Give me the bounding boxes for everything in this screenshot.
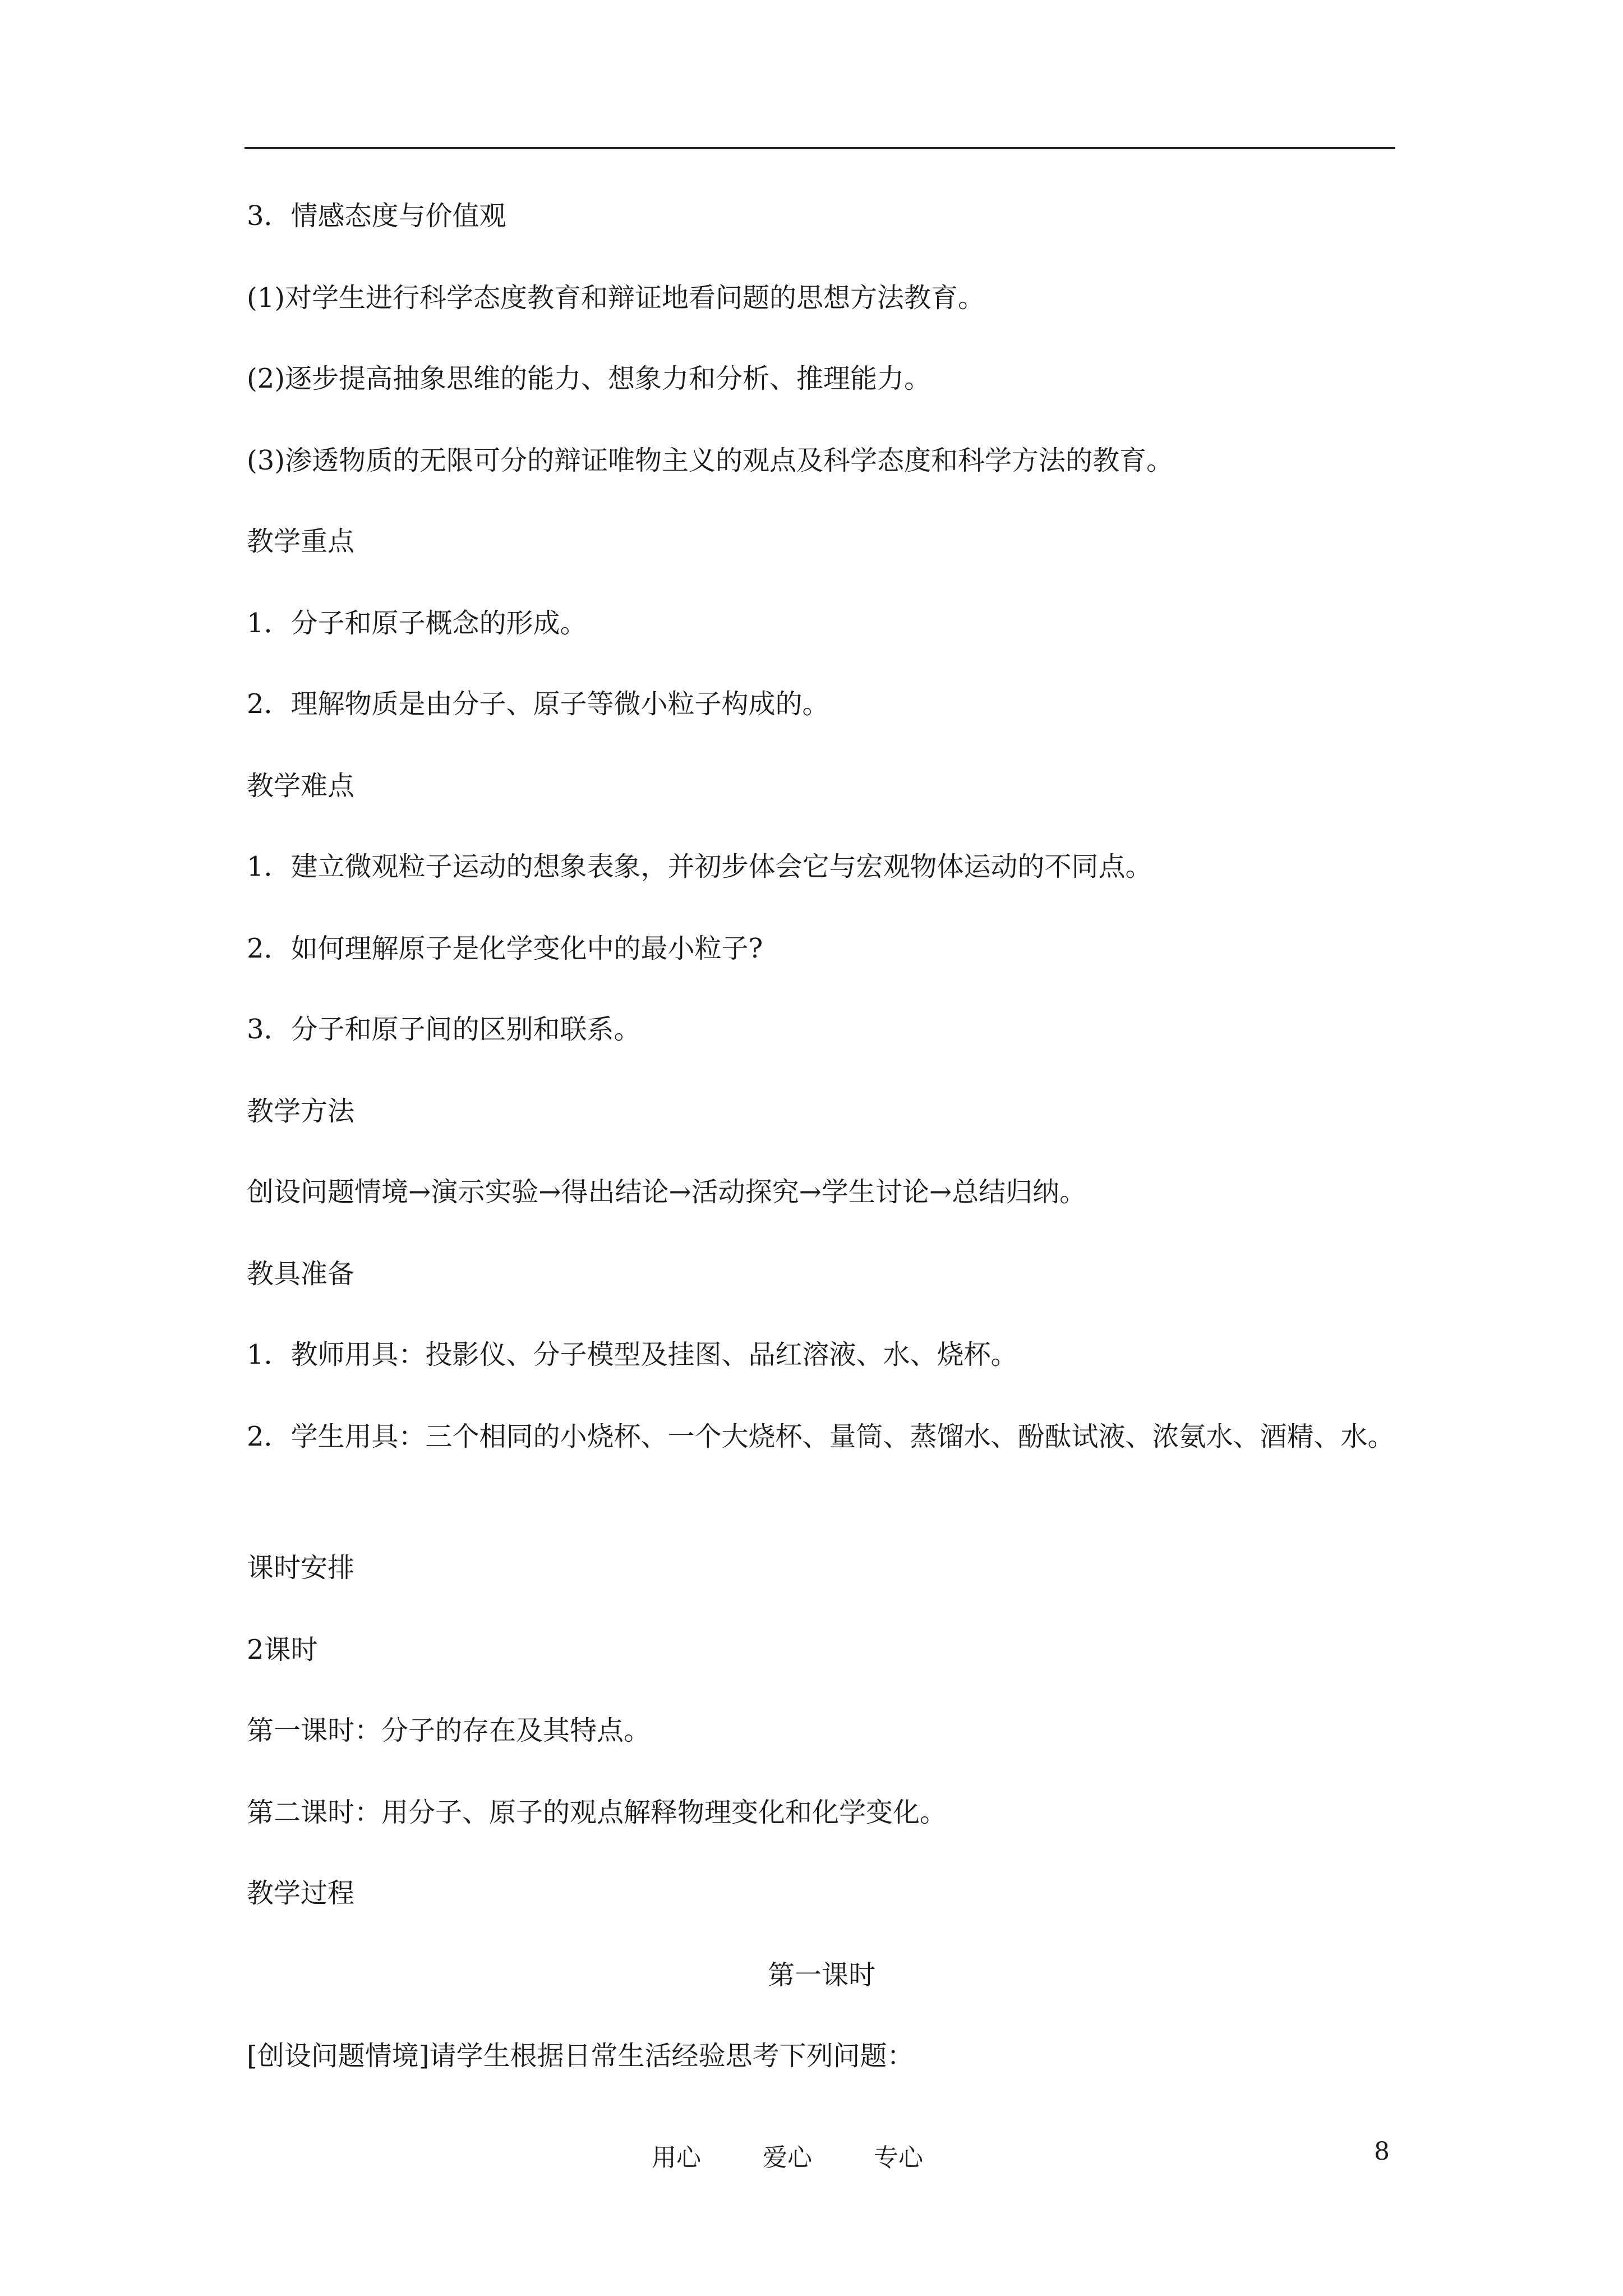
lesson-title: 第一课时 (767, 1959, 875, 1991)
objective-item: (2)逐步提高抽象思维的能力、想象力和分析、推理能力。 (247, 363, 931, 394)
page-number: 8 (1374, 2137, 1390, 2166)
section-heading-process: 教学过程 (247, 1878, 355, 1909)
schedule-item: 第一课时：分子的存在及其特点。 (247, 1715, 651, 1746)
key-point-item: 1．分子和原子概念的形成。 (247, 608, 587, 639)
key-point-item: 2．理解物质是由分子、原子等微小粒子构成的。 (247, 688, 829, 720)
schedule-item: 第二课时：用分子、原子的观点解释物理变化和化学变化。 (247, 1797, 947, 1828)
difficulty-item: 3．分子和原子间的区别和联系。 (247, 1014, 641, 1045)
materials-item: 2．学生用具：三个相同的小烧杯、一个大烧杯、量筒、蒸馏水、酚酞试液、浓氨水、酒精、水。 (247, 1421, 1395, 1452)
section-heading-materials: 教具准备 (247, 1258, 355, 1290)
section-heading-schedule: 课时安排 (247, 1552, 355, 1584)
difficulty-item: 2．如何理解原子是化学变化中的最小粒子? (247, 933, 763, 964)
process-step: [创设问题情境]请学生根据日常生活经验思考下列问题： (247, 2040, 914, 2072)
footer-motto-word: 爱心 (763, 2143, 812, 2172)
materials-item: 1．教师用具：投影仪、分子模型及挂图、品红溶液、水、烧杯。 (247, 1339, 1018, 1370)
difficulty-item: 1．建立微观粒子运动的想象表象，并初步体会它与宏观物体运动的不同点。 (247, 851, 1152, 882)
section-heading-method: 教学方法 (247, 1096, 355, 1127)
section-heading-key-points: 教学重点 (247, 526, 355, 557)
method-flow: 创设问题情境→演示实验→得出结论→活动探究→学生讨论→总结归纳。 (247, 1176, 1087, 1208)
objective-item: (1)对学生进行科学态度教育和辩证地看问题的思想方法教育。 (247, 282, 985, 314)
header-rule (245, 147, 1395, 149)
footer-motto-word: 用心 (652, 2143, 701, 2172)
objective-item: (3)渗透物质的无限可分的辩证唯物主义的观点及科学态度和科学方法的教育。 (247, 445, 1173, 476)
footer-motto-word: 专心 (874, 2143, 923, 2172)
footer-motto (652, 2137, 923, 2173)
schedule-total: 2课时 (247, 1634, 318, 1665)
section-heading-difficulties: 教学难点 (247, 770, 355, 802)
section-heading-emotion: 3．情感态度与价值观 (247, 200, 506, 232)
